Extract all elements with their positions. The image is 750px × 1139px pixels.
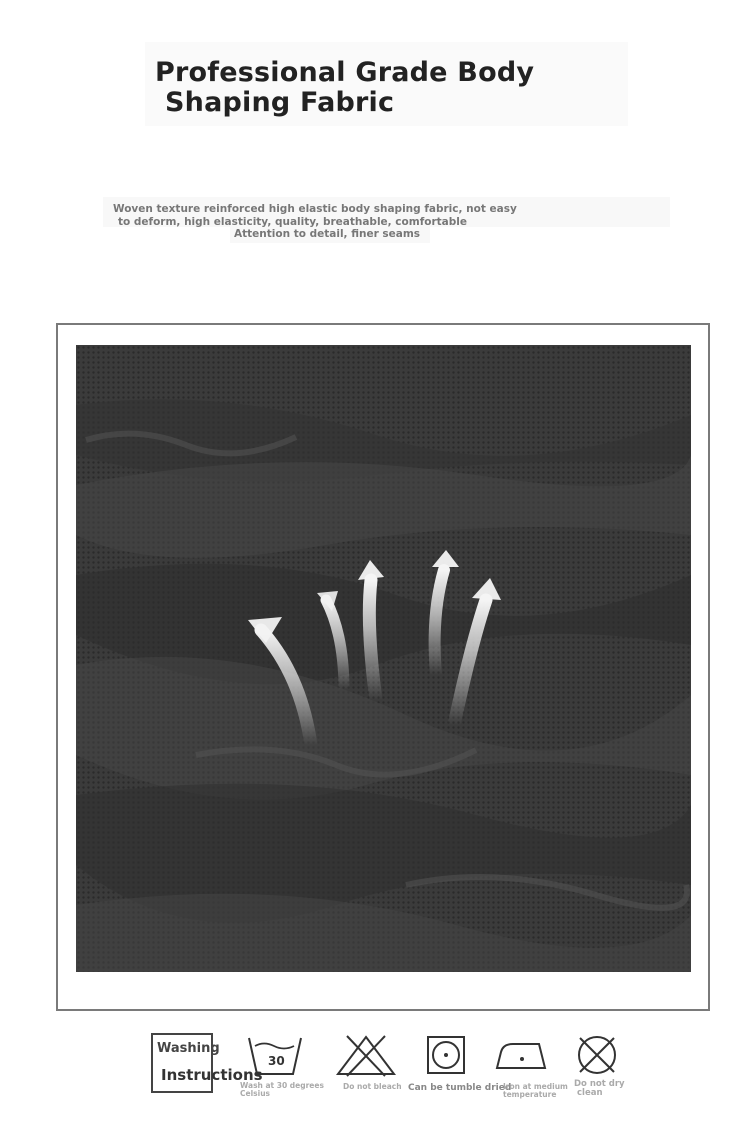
care-heading-1: Washing	[157, 1041, 220, 1056]
care-label-wash	[240, 1082, 324, 1098]
tumble-dry-icon	[426, 1035, 466, 1075]
care-label-no-dry-clean	[574, 1080, 625, 1098]
page-title	[155, 58, 534, 118]
care-label-no-dry-clean-line-1: Do not dry	[574, 1079, 625, 1089]
care-label-no-dry-clean-line-2: clean	[577, 1088, 603, 1098]
title-line-2: Shaping Fabric	[165, 87, 395, 118]
care-label-wash-line-2: Celsius	[240, 1089, 270, 1098]
care-label-tumble-dry: Can be tumble dried	[408, 1083, 512, 1093]
fabric-photo	[76, 345, 691, 972]
care-heading-2: Instructions	[161, 1066, 263, 1084]
no-dry-clean-icon	[576, 1034, 618, 1076]
subtitle-line-1: Woven texture reinforced high elastic body shaping fabric, not easy	[113, 203, 517, 215]
care-label-iron-line-2: temperature	[503, 1090, 557, 1099]
subtitle-line-2: to deform, high elasticity, quality, breathable, comfortable	[118, 215, 467, 228]
wash-30-icon	[246, 1034, 304, 1078]
fabric-illustration	[76, 345, 691, 972]
care-label-iron-line-1: Iron at medium	[503, 1082, 568, 1091]
care-label-no-bleach: Do not bleach	[343, 1082, 402, 1091]
care-label-wash-line-1: Wash at 30 degrees	[240, 1081, 324, 1090]
care-label-iron	[503, 1083, 568, 1099]
subtitle-line-3: Attention to detail, finer seams	[234, 228, 421, 240]
title-line-1: Professional Grade Body	[155, 57, 535, 88]
subtitle	[113, 203, 573, 241]
no-bleach-icon	[335, 1034, 397, 1078]
iron-medium-icon	[495, 1038, 549, 1072]
wash-temperature: 30	[268, 1054, 285, 1068]
